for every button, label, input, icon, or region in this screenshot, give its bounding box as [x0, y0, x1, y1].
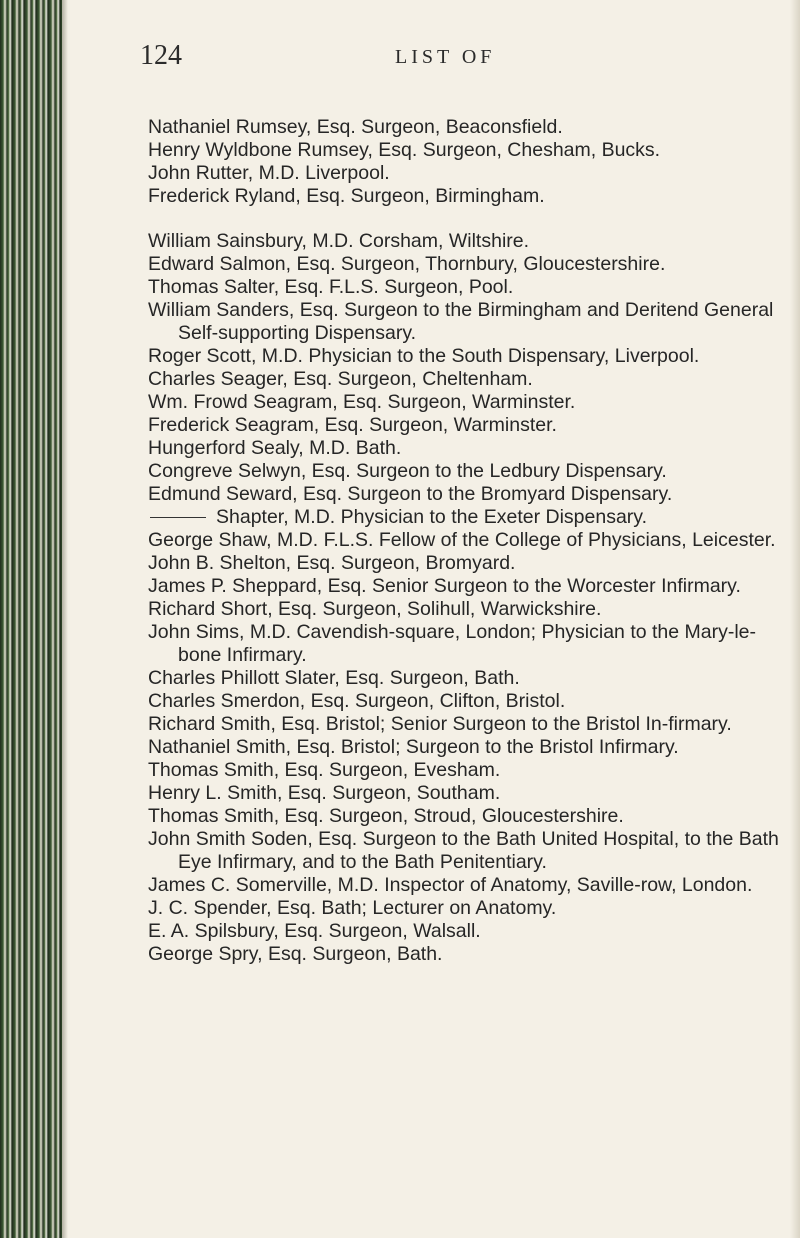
list-entry: Frederick Seagram, Esq. Surgeon, Warminster.: [148, 414, 557, 436]
list-entry: Charles Seager, Esq. Surgeon, Cheltenham.: [148, 368, 533, 390]
list-entry: Richard Short, Esq. Surgeon, Solihull, Warwickshire.: [148, 598, 602, 620]
list-entry: William Sanders, Esq. Surgeon to the Birmingham and Deritend General Self-supporting Dispensary.: [148, 299, 774, 344]
list-entry: James P. Sheppard, Esq. Senior Surgeon to the Worcester Infirmary.: [148, 575, 741, 597]
list-entry-dashed: [148, 506, 788, 529]
list-entry: Congreve Selwyn, Esq. Surgeon to the Ledbury Dispensary.: [148, 460, 667, 482]
running-head: LIST OF: [395, 46, 496, 68]
list-entry: Henry Wyldbone Rumsey, Esq. Surgeon, Chesham, Bucks.: [148, 139, 661, 161]
subscriber-list: [148, 116, 788, 966]
list-entry: John Sims, M.D. Cavendish-square, London; Physician to the Mary-le-bone Infirmary.: [148, 621, 757, 666]
list-entry: Wm. Frowd Seagram, Esq. Surgeon, Warminster.: [148, 391, 576, 413]
list-entry: Charles Smerdon, Esq. Surgeon, Clifton, Bristol.: [148, 690, 566, 712]
list-entry: John Smith Soden, Esq. Surgeon to the Bath United Hospital, to the Bath Eye Infirmary, and to the Bath Penitentiary.: [148, 828, 779, 873]
list-entry: Roger Scott, M.D. Physician to the South Dispensary, Liverpool.: [148, 345, 700, 367]
list-entry: Frederick Ryland, Esq. Surgeon, Birmingham.: [148, 185, 545, 207]
list-entry: Henry L. Smith, Esq. Surgeon, Southam.: [148, 782, 501, 804]
list-entry: Richard Smith, Esq. Bristol; Senior Surgeon to the Bristol In-firmary.: [148, 713, 732, 735]
list-entry: J. C. Spender, Esq. Bath; Lecturer on Anatomy.: [148, 897, 557, 919]
page-edge-shadow: [790, 0, 800, 1238]
list-entry: Thomas Smith, Esq. Surgeon, Stroud, Gloucestershire.: [148, 805, 624, 827]
list-entry: Thomas Smith, Esq. Surgeon, Evesham.: [148, 759, 501, 781]
list-entry: Nathaniel Smith, Esq. Bristol; Surgeon to the Bristol Infirmary.: [148, 736, 679, 758]
list-entry: Nathaniel Rumsey, Esq. Surgeon, Beaconsfield.: [148, 116, 563, 138]
list-entry: George Shaw, M.D. F.L.S. Fellow of the College of Physicians, Leicester.: [148, 529, 776, 551]
list-entry: Hungerford Sealy, M.D. Bath.: [148, 437, 402, 459]
list-entry: Thomas Salter, Esq. F.L.S. Surgeon, Pool.: [148, 276, 514, 298]
list-entry: George Spry, Esq. Surgeon, Bath.: [148, 943, 443, 965]
list-entry-text: Shapter, M.D. Physician to the Exeter Dispensary.: [216, 506, 647, 528]
list-entry: Charles Phillott Slater, Esq. Surgeon, Bath.: [148, 667, 520, 689]
list-entry: John Rutter, M.D. Liverpool.: [148, 162, 390, 184]
list-entry: James C. Somerville, M.D. Inspector of Anatomy, Saville-row, London.: [148, 874, 753, 896]
list-entry: John B. Shelton, Esq. Surgeon, Bromyard.: [148, 552, 516, 574]
book-binding: [0, 0, 62, 1238]
ditto-dash: [150, 517, 206, 518]
page-number: 124: [140, 40, 182, 71]
list-entry: E. A. Spilsbury, Esq. Surgeon, Walsall.: [148, 920, 481, 942]
list-entry: William Sainsbury, M.D. Corsham, Wiltshire.: [148, 230, 530, 252]
list-entry: Edward Salmon, Esq. Surgeon, Thornbury, Gloucestershire.: [148, 253, 666, 275]
list-entry: Edmund Seward, Esq. Surgeon to the Bromyard Dispensary.: [148, 483, 673, 505]
